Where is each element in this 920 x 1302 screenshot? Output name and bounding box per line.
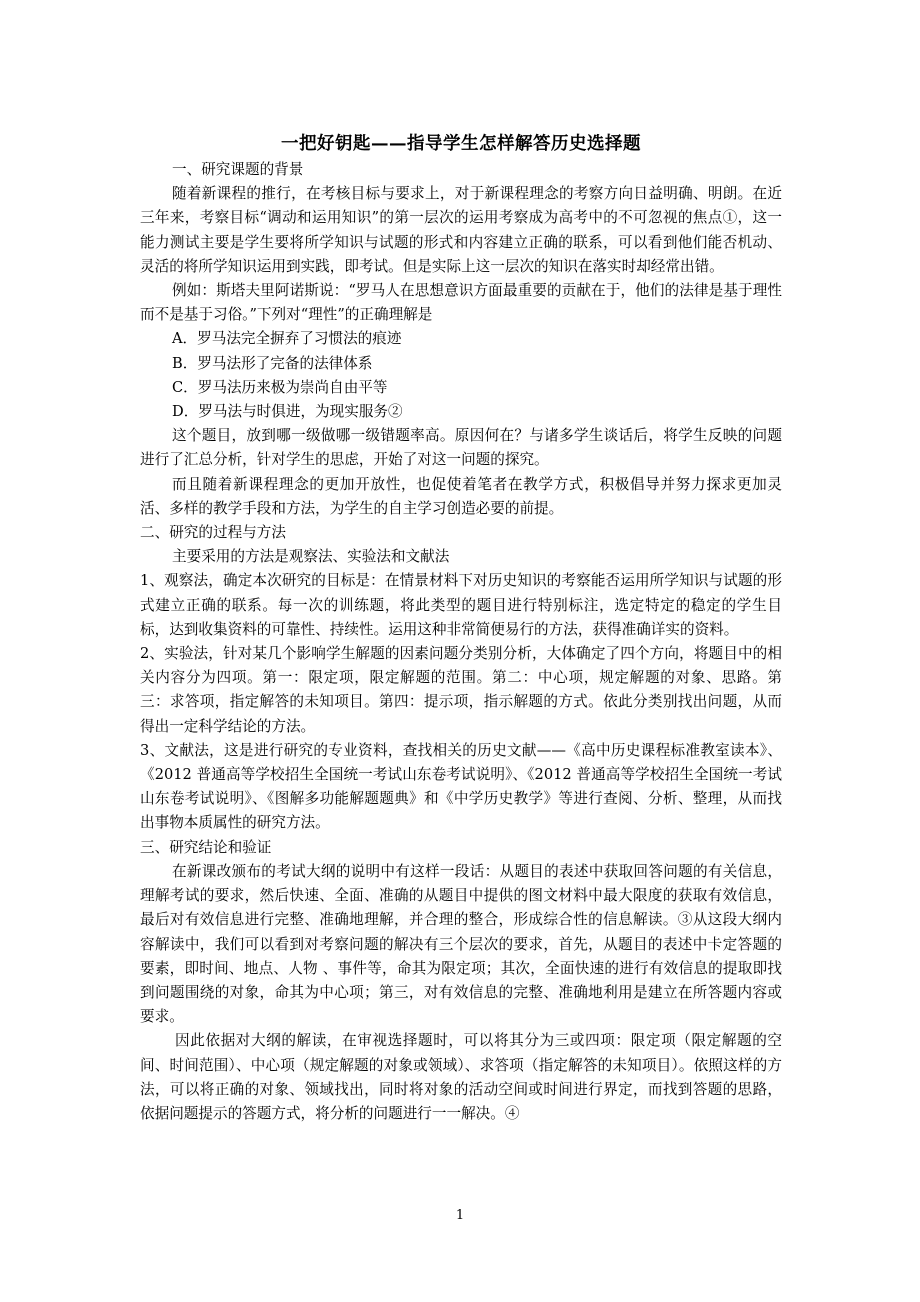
paragraph-exam-outline: 在新课改颁布的考试大纲的说明中有这样一段话：从题目的表述中获取回答问题的有关信息，理解考试的要求，然后快速、全面、准确的从题目中提供的图文材料中最大限度的获取有效信息，最后对有效信息进行完整、准确地理解，并合理的整合，形成综合性的信息解读。③从这段大纲内容解读中，我们可以看到对考察问题的解决有三个层次的要求，首先，从题目的表述中卡定答题的要素，即时间、地点、人物 、事件等，命其为限定项；其次，全面快速的进行有效信息的提取即找到问题围绕的对象，命其为中心项；第三，对有效信息的完整、准确地利用是建立在所答题内容或要求。 [140,862,782,1026]
paragraph-method-observation: 1、观察法，确定本次研究的目标是：在情景材料下对历史知识的考察能否运用所学知识与试题的形式建立正确的联系。每一次的训练题，将此类型的题目进行特别标注，选定特定的稳定的学生目标，达到收集资料的可靠性、持续性。运用这种非常简便易行的方法，获得准确详实的资料。 [140,572,782,638]
paragraph-analysis: 这个题目，放到哪一级做哪一级错题率高。原因何在？与诸多学生谈话后，将学生反映的问题进行了汇总分析，针对学生的思虑，开始了对这一问题的探究。 [140,427,782,469]
section-heading-process: 二、研究的过程与方法 [140,524,286,542]
document-title: 一把好钥匙——指导学生怎样解答历史选择题 [281,134,641,154]
option-a: A．罗马法完全摒弃了习惯法的痕迹 [172,330,402,348]
option-b: B．罗马法形了完备的法律体系 [172,354,373,372]
section-heading-conclusion: 三、研究结论和验证 [140,838,272,856]
paragraph-method-experiment: 2、实验法，针对某几个影响学生解题的因素问题分类别分析，大体确定了四个方向，将题目中的相关内容分为四项。第一：限定项，限定解题的范围。第二：中心项，规定解题的对象、思路。第三：求答项，指定解答的未知项目。第四：提示项，指示解题的方式。依此分类别找出问题，从而得出一定科学结论的方法。 [140,645,782,735]
paragraph-background: 随着新课程的推行，在考核目标与要求上，对于新课程理念的考察方向日益明确、明朗。在近三年来，考察目标“调动和运用知识”的第一层次的运用考察成为高考中的不可忽视的焦点①，这一能力测试主要是学生要将所学知识与试题的形式和内容建立正确的联系，可以看到他们能否机动、灵活的将所学知识运用到实践，即考试。但是实际上这一层次的知识在落实时却经常出错。 [140,185,782,275]
option-c: C．罗马法历来极为崇尚自由平等 [172,378,388,396]
paragraph-methods-intro: 主要采用的方法是观察法、实验法和文献法 [172,548,450,566]
page-number: 1 [455,1208,465,1223]
section-heading-background: 一、研究课题的背景 [172,161,304,178]
paragraph-teaching: 而且随着新课程理念的更加开放性，也促使着笔者在教学方式，积极倡导并努力探求更加灵活、多样的教学手段和方法，为学生的自主学习创造必要的前提。 [140,475,782,517]
paragraph-method-summary: 因此依据对大纲的解读，在审视选择题时，可以将其分为三或四项：限定项（限定解题的空间、时间范围）、中心项（规定解题的对象或领域）、求答项（指定解答的未知项目）。依照这样的方法，可以将正确的对象、领域找出，同时将对象的活动空间或时间进行界定，而找到答题的思路，依据问题提示的答题方式，将分析的问题进行一一解决。④ [140,1032,782,1122]
option-d: D．罗马法与时俱进，为现实服务② [172,403,403,421]
paragraph-method-literature: 3、文献法，这是进行研究的专业资料，查找相关的历史文献——《高中历史课程标准教室读本》、《2012 普通高等学校招生全国统一考试山东卷考试说明》、《2012 普通高等学校招生全国统一考试山东卷考试说明》、《图解多功能解题题典》和《中学历史教学》等进行查阅、分析、整理，从而找出事物本质属性的研究方法。 [140,741,782,832]
document-page [140,131,782,1126]
paragraph-example-question: 例如：斯塔夫里阿诺斯说：“罗马人在思想意识方面最重要的贡献在于，他们的法律是基于理性而不是基于习俗。”下列对“理性”的正确理解是 [140,282,782,324]
